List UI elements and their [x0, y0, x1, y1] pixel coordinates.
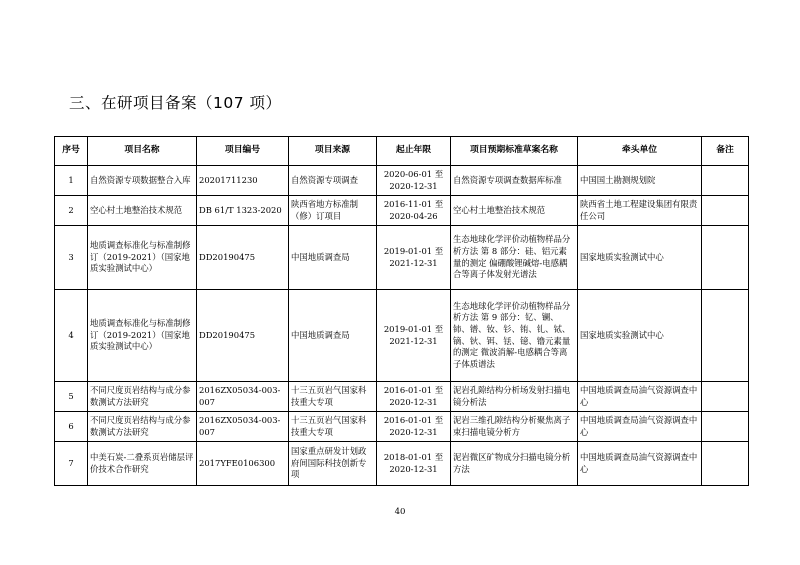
cell-standard: 自然资源专项调查数据库标准	[451, 166, 578, 196]
page-number: 40	[394, 507, 406, 517]
cell-period: 2016-01-01 至 2020-12-31	[377, 382, 451, 412]
cell-no: 6	[55, 412, 88, 442]
cell-lead: 中国地质调查局油气资源调查中心	[578, 412, 702, 442]
cell-period: 2018-01-01 至 2020-12-31	[377, 442, 451, 486]
cell-standard: 生态地球化学评价动植物样品分析方法 第 8 部分：硅、铝元素量的测定 偏硼酸锂碱熔-电感耦合等离子体发射光谱法	[451, 226, 578, 290]
cell-code: DD20190475	[197, 226, 289, 290]
cell-standard: 泥岩孔隙结构分析场发射扫描电镜分析法	[451, 382, 578, 412]
cell-source: 十三五页岩气国家科技重大专项	[289, 382, 377, 412]
column-header-name: 项目名称	[88, 137, 197, 166]
table-header-row	[55, 137, 749, 166]
cell-period: 2019-01-01 至 2021-12-31	[377, 290, 451, 382]
cell-code: 2016ZX05034-003-007	[197, 382, 289, 412]
column-header-code: 项目编号	[197, 137, 289, 166]
cell-no: 1	[55, 166, 88, 196]
cell-code: DB 61/T 1323-2020	[197, 196, 289, 226]
cell-name: 自然资源专项数据整合入库	[88, 166, 197, 196]
cell-period: 2019-01-01 至 2021-12-31	[377, 226, 451, 290]
cell-no: 3	[55, 226, 88, 290]
table-row	[55, 382, 749, 412]
cell-standard: 泥岩三维孔隙结构分析聚焦离子束扫描电镜分析方	[451, 412, 578, 442]
table-row	[55, 442, 749, 486]
cell-name: 地质调查标准化与标准制修订（2019-2021）（国家地质实验测试中心）	[88, 290, 197, 382]
column-header-period: 起止年限	[377, 137, 451, 166]
cell-source: 十三五页岩气国家科技重大专项	[289, 412, 377, 442]
table-row	[55, 196, 749, 226]
cell-period: 2020-06-01 至 2020-12-31	[377, 166, 451, 196]
cell-code: DD20190475	[197, 290, 289, 382]
column-header-lead: 牵头单位	[578, 137, 702, 166]
cell-lead: 国家地质实验测试中心	[578, 290, 702, 382]
cell-note	[702, 290, 749, 382]
cell-name: 不同尺度页岩结构与成分参数测试方法研究	[88, 412, 197, 442]
column-header-note: 备注	[702, 137, 749, 166]
cell-source: 中国地质调查局	[289, 226, 377, 290]
cell-note	[702, 442, 749, 486]
section-heading: 三、在研项目备案（107 项）	[69, 94, 282, 112]
cell-name: 空心村土地整治技术规范	[88, 196, 197, 226]
table-row	[55, 412, 749, 442]
cell-lead: 中国国土勘测规划院	[578, 166, 702, 196]
cell-name: 中美石炭-二叠系页岩储层评价技术合作研究	[88, 442, 197, 486]
cell-note	[702, 226, 749, 290]
cell-name: 不同尺度页岩结构与成分参数测试方法研究	[88, 382, 197, 412]
table-row	[55, 226, 749, 290]
project-registry-table	[54, 136, 749, 486]
table-row	[55, 166, 749, 196]
cell-name: 地质调查标准化与标准制修订（2019-2021）（国家地质实验测试中心）	[88, 226, 197, 290]
cell-standard: 泥岩微区矿物成分扫描电镜分析方法	[451, 442, 578, 486]
cell-standard: 生态地球化学评价动植物样品分析方法 第 9 部分：钇、镧、铈、镨、钕、钐、铕、钆、铽、镝、钬、铒、铥、镱、镥元素量的测定 微波消解-电感耦合等离子体质谱法	[451, 290, 578, 382]
column-header-standard: 项目预期标准草案名称	[451, 137, 578, 166]
cell-lead: 国家地质实验测试中心	[578, 226, 702, 290]
cell-note	[702, 412, 749, 442]
cell-source: 国家重点研发计划政府间国际科技创新专项	[289, 442, 377, 486]
cell-period: 2016-11-01 至 2020-04-26	[377, 196, 451, 226]
cell-code: 2016ZX05034-003-007	[197, 412, 289, 442]
cell-source: 陕西省地方标准制（修）订项目	[289, 196, 377, 226]
cell-no: 7	[55, 442, 88, 486]
cell-code: 2017YFE0106300	[197, 442, 289, 486]
table-row	[55, 290, 749, 382]
cell-code: 20201711230	[197, 166, 289, 196]
cell-note	[702, 166, 749, 196]
cell-lead: 中国地质调查局油气资源调查中心	[578, 442, 702, 486]
cell-note	[702, 196, 749, 226]
cell-no: 2	[55, 196, 88, 226]
column-header-source: 项目来源	[289, 137, 377, 166]
cell-lead: 陕西省土地工程建设集团有限责任公司	[578, 196, 702, 226]
cell-no: 4	[55, 290, 88, 382]
cell-standard: 空心村土地整治技术规范	[451, 196, 578, 226]
cell-source: 自然资源专项调查	[289, 166, 377, 196]
cell-note	[702, 382, 749, 412]
column-header-no: 序号	[55, 137, 88, 166]
cell-source: 中国地质调查局	[289, 290, 377, 382]
cell-lead: 中国地质调查局油气资源调查中心	[578, 382, 702, 412]
cell-period: 2016-01-01 至 2020-12-31	[377, 412, 451, 442]
cell-no: 5	[55, 382, 88, 412]
